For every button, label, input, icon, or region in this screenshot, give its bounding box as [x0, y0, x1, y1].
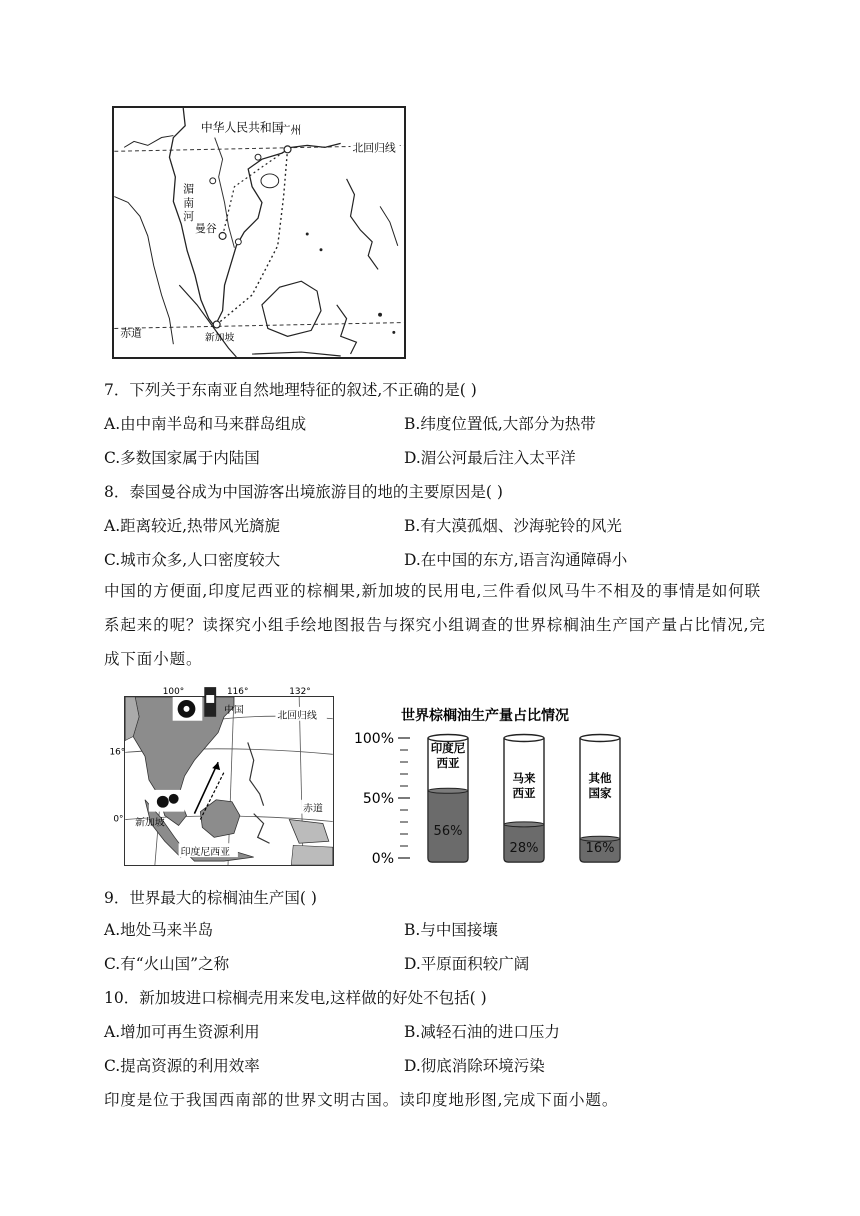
map1-guangzhou-label: 广州 — [279, 123, 302, 137]
sulawesi — [337, 305, 357, 354]
question-8-option-a: A.距离较近,热带风光旖旎 — [104, 517, 281, 535]
question-9-option-b: B.与中国接壤 — [404, 921, 498, 939]
question-8-option-c: C.城市众多,人口密度较大 — [104, 551, 281, 569]
question-8-option-b: B.有大漠孤烟、沙海驼铃的风光 — [404, 517, 622, 535]
map1-river-label-2: 南 — [183, 196, 195, 210]
question-10-option-b: B.减轻石油的进口压力 — [404, 1023, 560, 1041]
map2-lon-116: 116° — [227, 687, 249, 698]
question-7-option-c: C.多数国家属于内陆国 — [104, 449, 260, 467]
palm-oil-share-chart-svg — [346, 700, 646, 870]
route-guangzhou-singapore — [217, 149, 288, 324]
palm-oil-share-chart — [346, 700, 646, 870]
category-label: 印度尼 — [430, 741, 466, 755]
chart-title: 世界棕榈油生产量占比情况 — [401, 708, 569, 724]
question-10-stem: 10．新加坡进口棕榈壳用来发电,这样做的好处不包括( ) — [104, 989, 487, 1007]
city-marker — [255, 154, 261, 160]
guangzhou-city — [284, 146, 291, 153]
category-label: 西亚 — [512, 786, 536, 800]
map2-equator-label: 赤道 — [303, 803, 323, 815]
philippines — [347, 179, 378, 270]
bar-fill-top — [428, 788, 468, 793]
bangkok-city — [219, 233, 226, 240]
category-label: 其他 — [588, 771, 612, 785]
australia-edge — [291, 845, 333, 865]
tube-rim — [504, 735, 544, 742]
map1-tropic-label: 北回归线 — [352, 141, 396, 155]
map1-country-label: 中华人民共和国 — [200, 120, 284, 135]
map2-indonesia-label: 印度尼西亚 — [180, 847, 230, 859]
y-tick-label: 0% — [371, 851, 394, 867]
question-7-option-b: B.纬度位置低,大部分为热带 — [404, 415, 596, 433]
reading-passage-india: 印度是位于我国西南部的世界文明古国。读印度地形图,完成下面小题。 — [104, 1091, 619, 1109]
southeast-asia-map-drawing — [114, 108, 404, 357]
map2-china-label: 中国 — [224, 704, 244, 716]
bar-value-label: 16% — [585, 841, 615, 856]
hand-drawn-map-drawing — [109, 687, 333, 865]
map1-equator-label: 赤道 — [120, 326, 142, 340]
meridian-116 — [228, 697, 234, 865]
question-8-stem: 8．泰国曼谷成为中国游客出境旅游目的地的主要原因是( ) — [104, 483, 503, 501]
west-coast — [114, 197, 173, 345]
tube-rim — [580, 735, 620, 742]
bar-value-label: 56% — [433, 823, 463, 839]
philippines — [248, 742, 264, 805]
question-10-option-a: A.增加可再生资源利用 — [104, 1023, 260, 1041]
map2-lat-16: 16° — [109, 747, 126, 758]
java — [252, 352, 341, 356]
sumatra — [179, 285, 236, 357]
map1-river-label-3: 河 — [183, 210, 195, 224]
question-9-option-d: D.平原面积较广阔 — [404, 955, 530, 973]
island-dot — [378, 313, 382, 317]
oil-bottle-label-icon — [206, 695, 214, 703]
philippines-east — [380, 206, 398, 245]
question-7-option-d: D.湄公河最后注入太平洋 — [404, 449, 576, 467]
map2-singapore-label: 新加坡 — [135, 817, 165, 829]
city-marker — [210, 178, 216, 184]
question-8-option-d: D.在中国的东方,语言沟通障碍小 — [404, 551, 628, 569]
instant-noodle-icon-center — [184, 706, 190, 712]
category-label: 西亚 — [436, 756, 460, 770]
question-7-option-a: A.由中南半岛和马来群岛组成 — [104, 415, 307, 433]
category-label: 国家 — [588, 786, 612, 800]
borneo — [262, 281, 321, 336]
mekong-river — [215, 138, 235, 248]
island-dot — [320, 248, 323, 251]
y-tick-label: 100% — [353, 731, 394, 747]
question-7-stem: 7．下列关于东南亚自然地理特征的叙述,不正确的是( ) — [104, 381, 477, 399]
question-9-option-a: A.地处马来半岛 — [104, 921, 214, 939]
equator-line — [114, 323, 403, 329]
palm-fruit-icon — [157, 796, 169, 808]
southeast-asia-map — [112, 106, 406, 359]
hainan-island — [261, 174, 279, 188]
palm-fruit-icon — [169, 794, 179, 804]
borneo-island — [200, 800, 240, 838]
island-dot — [306, 233, 309, 236]
north-border — [124, 136, 173, 148]
category-label: 马来 — [512, 771, 536, 785]
map2-lon-132: 132° — [289, 687, 311, 698]
city-marker — [235, 239, 241, 245]
y-tick-label: 50% — [362, 791, 394, 807]
arrow-head — [212, 762, 220, 770]
island-dot — [392, 331, 395, 334]
map2-tropic-label: 北回归线 — [277, 710, 317, 722]
new-guinea — [289, 820, 329, 844]
mainland-east-coast — [215, 143, 341, 326]
question-9-stem: 9．世界最大的棕榈油生产国( ) — [104, 889, 317, 907]
map1-bangkok-label: 曼谷 — [195, 222, 217, 236]
reading-passage-palm-oil: 中国的方便面,印度尼西亚的棕榈果,新加坡的民用电,三件看似风马牛不相及的事情是如何联系起来的呢？读探究小组手绘地图报告与探究小组调查的世界棕榈油生产国产量占比情况,完成下面小题。 — [104, 582, 766, 668]
question-9-option-c: C.有“火山国”之称 — [104, 955, 230, 973]
hand-drawn-map — [109, 687, 334, 866]
map1-singapore-label: 新加坡 — [204, 332, 235, 344]
bar-fill-top — [504, 822, 544, 827]
question-10-option-c: C.提高资源的利用效率 — [104, 1057, 260, 1075]
question-10-option-d: D.彻底消除环境污染 — [404, 1057, 545, 1075]
singapore-city — [213, 321, 220, 328]
bar-value-label: 28% — [509, 841, 539, 856]
sulawesi — [254, 814, 270, 844]
map2-lon-100: 100° — [162, 687, 185, 698]
map2-lat-0: 0° — [113, 814, 124, 825]
map1-river-label-1: 湄 — [183, 182, 195, 196]
